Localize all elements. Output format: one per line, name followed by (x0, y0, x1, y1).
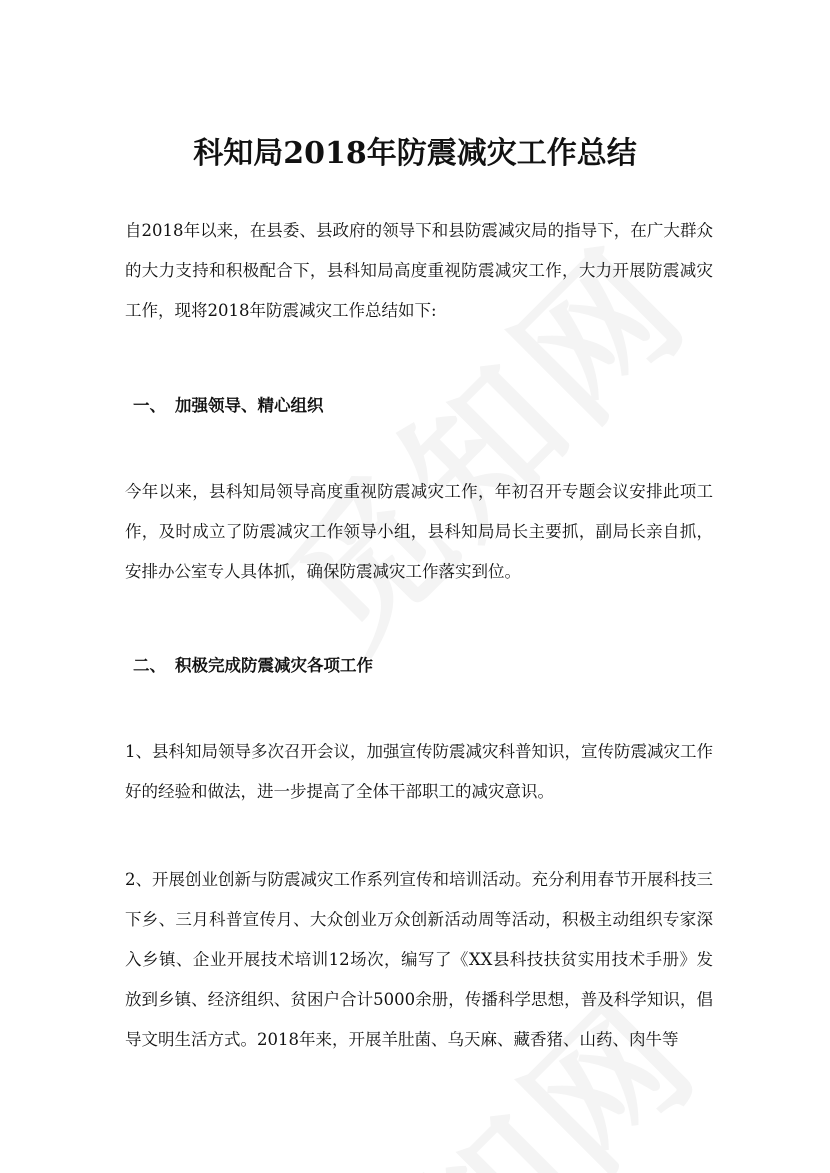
section-1-paragraph: 今年以来，县科知局领导高度重视防震减灾工作，年初召开专题会议安排此项工作，及时成立了防震减灾工作领导小组，县科知局局长主要抓，副局长亲自抓，安排办公室专人具体抓，确保防震减灾工作落实到位。 (125, 482, 713, 581)
section-number: 二、 (133, 656, 166, 675)
section-heading-1 (133, 386, 324, 426)
section-number: 一、 (133, 396, 166, 415)
intro-paragraph: 自2018年以来，在县委、县政府的领导下和县防震减灾局的指导下，在广大群众的大力支持和积极配合下，县科知局高度重视防震减灾工作，大力开展防震减灾工作，现将2018年防震减灾工作总结如下: (125, 221, 713, 320)
section-2-item-2: 2、开展创业创新与防震减灾工作系列宣传和培训活动。充分利用春节开展科技三下乡、三月科普宣传月、大众创业万众创新活动周等活动，积极主动组织专家深入乡镇、企业开展技术培训12场次，编写了《XX县科技扶贫实用技术手册》发放到乡镇、经济组织、贫困户合计5000余册，传播科学思想，普及科学知识，倡导文明生活方式。2018年来，开展羊肚菌、乌天麻、藏香猪、山药、肉牛等 (125, 870, 713, 1049)
section-heading-2 (133, 646, 373, 686)
section-2-item-1: 1、县科知局领导多次召开会议，加强宣传防震减灾科普知识，宣传防震减灾工作好的经验和做法，进一步提高了全体干部职工的减灾意识。 (125, 742, 713, 801)
section-heading-text: 积极完成防震减灾各项工作 (175, 656, 373, 675)
document-title: 科知局2018年防震减灾工作总结 (193, 136, 637, 172)
section-heading-text: 加强领导、精心组织 (175, 396, 324, 415)
